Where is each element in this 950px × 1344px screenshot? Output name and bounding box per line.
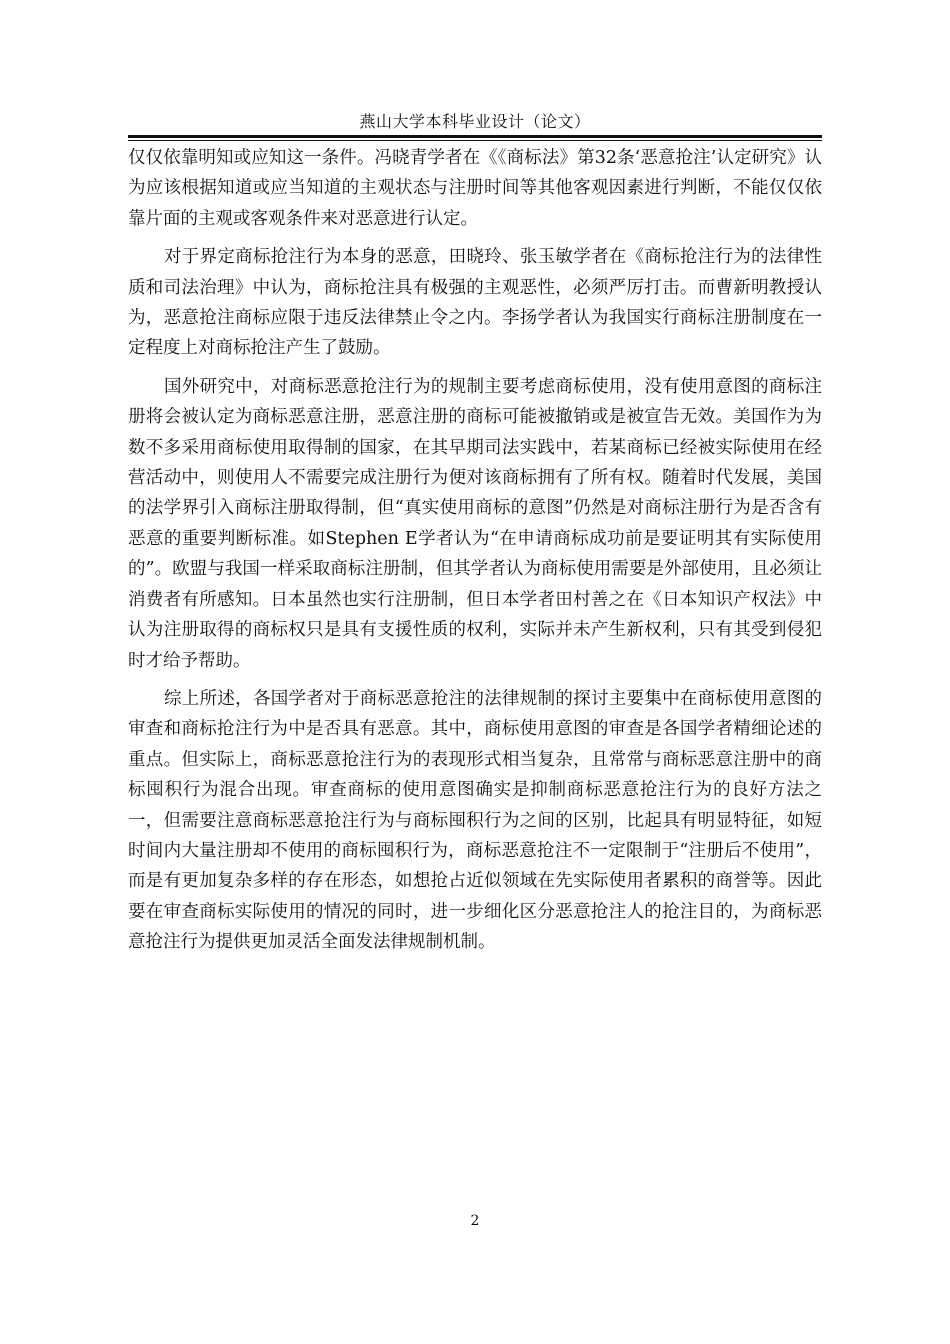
paragraph-continued: 仅仅依靠明知或应知这一条件。冯晓青学者在《《商标法》第32条‘恶意抢注’认定研究》认为应该根据知道或应当知道的主观状态与注册时间等其他客观因素进行判断，不能仅仅依靠片面的主观或客观条件来对恶意进行认定。 [128,148,823,229]
body-text [128,143,822,958]
paragraph: 对于界定商标抢注行为本身的恶意，田晓玲、张玉敏学者在《商标抢注行为的法律性质和司法治理》中认为，商标抢注具有极强的主观恶性，必须严厉打击。而曹新明教授认为，恶意抢注商标应限于违反法律禁止令之内。李扬学者认为我国实行商标注册制度在一定程度上对商标抢注产生了鼓励。 [128,247,822,359]
running-header: 燕山大学本科毕业设计（论文） [359,112,591,131]
paragraph: 综上所述，各国学者对于商标恶意抢注的法律规制的探讨主要集中在商标使用意图的审查和商标抢注行为中是否具有恶意。其中，商标使用意图的审查是各国学者精细论述的重点。但实际上，商标恶意抢注行为的表现形式相当复杂，且常常与商标恶意注册中的商标囤积行为混合出现。审查商标的使用意图确实是抑制商标恶意抢注行为的良好方法之一，但需要注意商标恶意抢注行为与商标囤积行为之间的区别，比起具有明显特征，如短时间内大量注册却不使用的商标囤积行为，商标恶意抢注不一定限制于“注册后不使用”，而是有更加复杂多样的存在形态，如想抢占近似领域在先实际使用者累积的商誉等。因此要在审查商标实际使用的情况的同时，进一步细化区分恶意抢注人的抢注目的，为商标恶意抢注行为提供更加灵活全面发法律规制机制。 [128,688,822,953]
header-rule-thick [128,135,822,138]
paragraph: 国外研究中，对商标恶意抢注行为的规制主要考虑商标使用，没有使用意图的商标注册将会被认定为商标恶意注册，恶意注册的商标可能被撤销或是被宣告无效。美国作为为数不多采用商标使用取得制的国家，在其早期司法实践中，若某商标已经被实际使用在经营活动中，则使用人不需要完成注册行为便对该商标拥有了所有权。随着时代发展，美国的法学界引入商标注册取得制，但“真实使用商标的意图”仍然是对商标注册行为是否含有恶意的重要判断标准。如Stephen E学者认为“在申请商标成功前是要证明其有实际使用的”。欧盟与我国一样采取商标注册制，但其学者认为商标使用需要是外部使用，且必须让消费者有所感知。日本虽然也实行注册制，但日本学者田村善之在《日本知识产权法》中认为注册取得的商标权只是具有支援性质的权利，实际并未产生新权利，只有其受到侵犯时才给予帮助。 [128,376,822,671]
header-rule-thin [128,140,822,141]
page-number: 2 [470,1213,480,1229]
